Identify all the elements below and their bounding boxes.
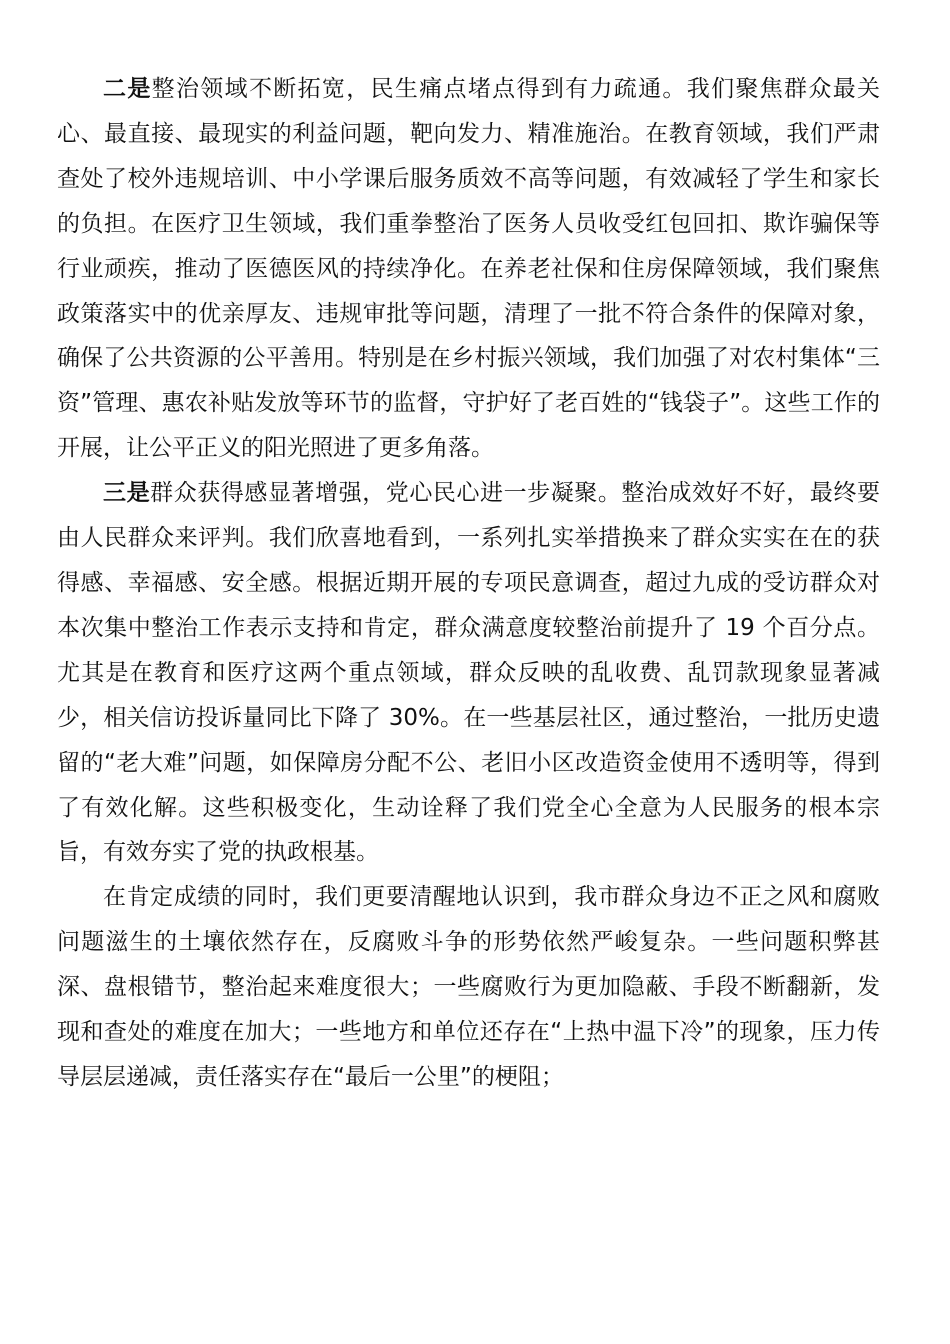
body-text (57, 67, 880, 1100)
paragraph-lead: 三是 (103, 480, 151, 507)
paragraph-text: 群众获得感显著增强，党心民心进一步凝聚。整治成效好不好，最终要由人民群众来评判。我们欣喜地看到，一系列扎实举措换来了群众实实在在的获得感、幸福感、安全感。根据近期开展的专项民意调查，超过九成的受访群众对本次集中整治工作表示支持和肯定，群众满意度较整治前提升了 19 个百分点。尤其是在教育和医疗这两个重点领域，群众反映的乱收费、乱罚款现象显著减少，相关信访投诉量同比下降了 30%。在一些基层社区，通过整治，一批历史遗留的“老大难”问题，如保障房分配不公、老旧小区改造资金使用不透明等，得到了有效化解。这些积极变化，生动诠释了我们党全心全意为人民服务的根本宗旨，有效夯实了党的执政根基。 (57, 480, 880, 866)
paragraph-text: 在肯定成绩的同时，我们更要清醒地认识到，我市群众身边不正之风和腐败问题滋生的土壤依然存在，反腐败斗争的形势依然严峻复杂。一些问题积弊甚深、盘根错节，整治起来难度很大；一些腐败行为更加隐蔽、手段不断翻新，发现和查处的难度在加大；一些地方和单位还存在“上热中温下冷”的现象，压力传导层层递减，责任落实存在“最后一公里”的梗阻； (57, 884, 880, 1090)
paragraph-2 (57, 67, 880, 471)
paragraph-4 (57, 875, 880, 1100)
paragraph-text: 整治领域不断拓宽，民生痛点堵点得到有力疏通。我们聚焦群众最关心、最直接、最现实的利益问题，靶向发力、精准施治。在教育领域，我们严肃查处了校外违规培训、中小学课后服务质效不高等问题，有效减轻了学生和家长的负担。在医疗卫生领域，我们重拳整治了医务人员收受红包回扣、欺诈骗保等行业顽疾，推动了医德医风的持续净化。在养老社保和住房保障领域，我们聚焦政策落实中的优亲厚友、违规审批等问题，清理了一批不符合条件的保障对象，确保了公共资源的公平善用。特别是在乡村振兴领域，我们加强了对农村集体“三资”管理、惠农补贴发放等环节的监督，守护好了老百姓的“钱袋子”。这些工作的开展，让公平正义的阳光照进了更多角落。 (57, 76, 881, 462)
paragraph-3 (57, 471, 880, 875)
paragraph-lead: 二是 (103, 76, 152, 102)
